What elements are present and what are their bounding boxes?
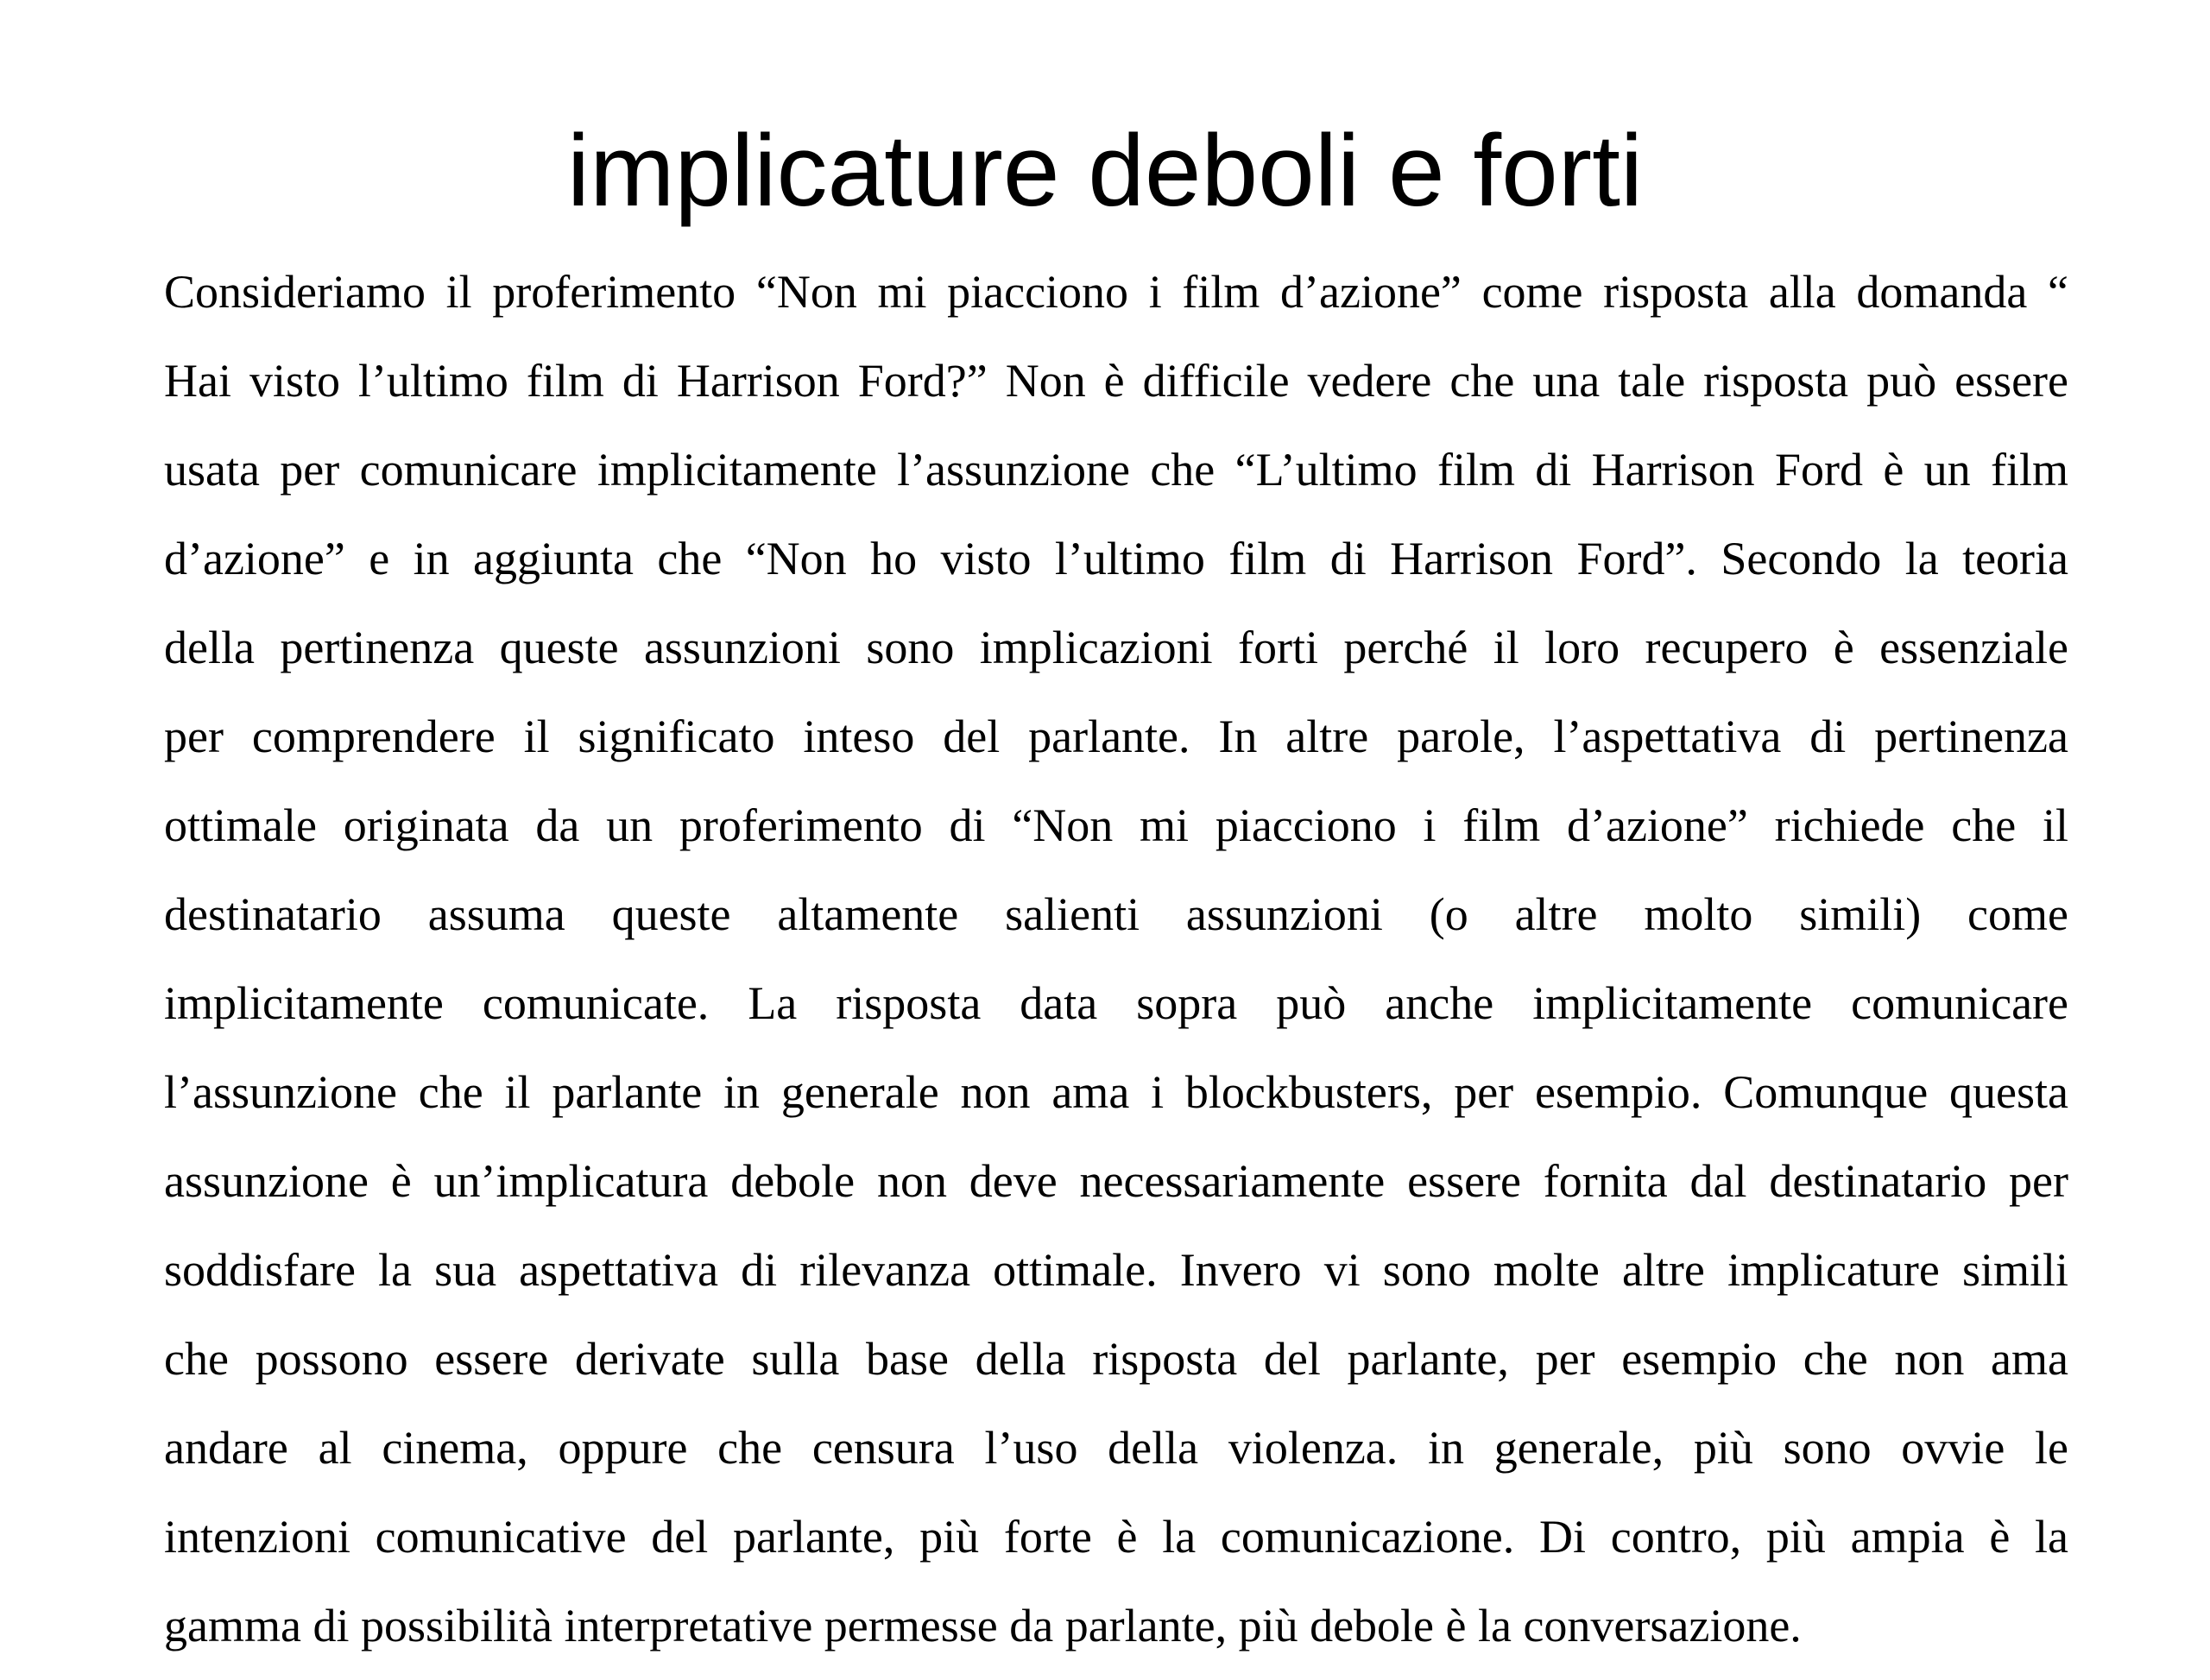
body-line: usata per comunicare implicitamente l’assunzione che “L’ultimo film di Harrison Ford è un film — [164, 444, 2068, 496]
body-line: Hai visto l’ultimo film di Harrison Ford?” Non è difficile vedere che una tale risposta può essere — [164, 355, 2068, 407]
body-line: destinatario assuma queste altamente salienti assunzioni (o altre molto simili) come — [164, 888, 2068, 940]
body-line: Consideriamo il proferimento “Non mi piacciono i film d’azione” come risposta alla domanda “ — [164, 266, 2068, 318]
body-line: implicitamente comunicate. La risposta data sopra può anche implicitamente comunicare — [164, 977, 2068, 1029]
slide-body-text — [164, 257, 2068, 1680]
body-line: assunzione è un’implicatura debole non deve necessariamente essere fornita dal destinatario per — [164, 1155, 2068, 1207]
body-line: della pertinenza queste assunzioni sono implicazioni forti perché il loro recupero è essenziale — [164, 622, 2068, 673]
body-line: l’assunzione che il parlante in generale non ama i blockbusters, per esempio. Comunque questa — [164, 1066, 2068, 1118]
body-line: intenzioni comunicative del parlante, più forte è la comunicazione. Di contro, più ampia è la — [164, 1511, 2068, 1563]
slide-title: implicature deboli e forti — [566, 114, 1644, 228]
body-line: d’azione” e in aggiunta che “Non ho visto l’ultimo film di Harrison Ford”. Secondo la teoria — [164, 533, 2068, 584]
body-line: gamma di possibilità interpretative permesse da parlante, più debole è la conversazione. — [164, 1600, 1802, 1652]
body-line: soddisfare la sua aspettativa di rilevanza ottimale. Invero vi sono molte altre implicature simili — [164, 1244, 2068, 1296]
body-line: che possono essere derivate sulla base della risposta del parlante, per esempio che non ama — [164, 1333, 2068, 1385]
body-line: andare al cinema, oppure che censura l’uso della violenza. in generale, più sono ovvie le — [164, 1422, 2068, 1474]
body-line: per comprendere il significato inteso del parlante. In altre parole, l’aspettativa di pertinenza — [164, 711, 2068, 762]
body-line: ottimale originata da un proferimento di “Non mi piacciono i film d’azione” richiede che il — [164, 799, 2068, 851]
